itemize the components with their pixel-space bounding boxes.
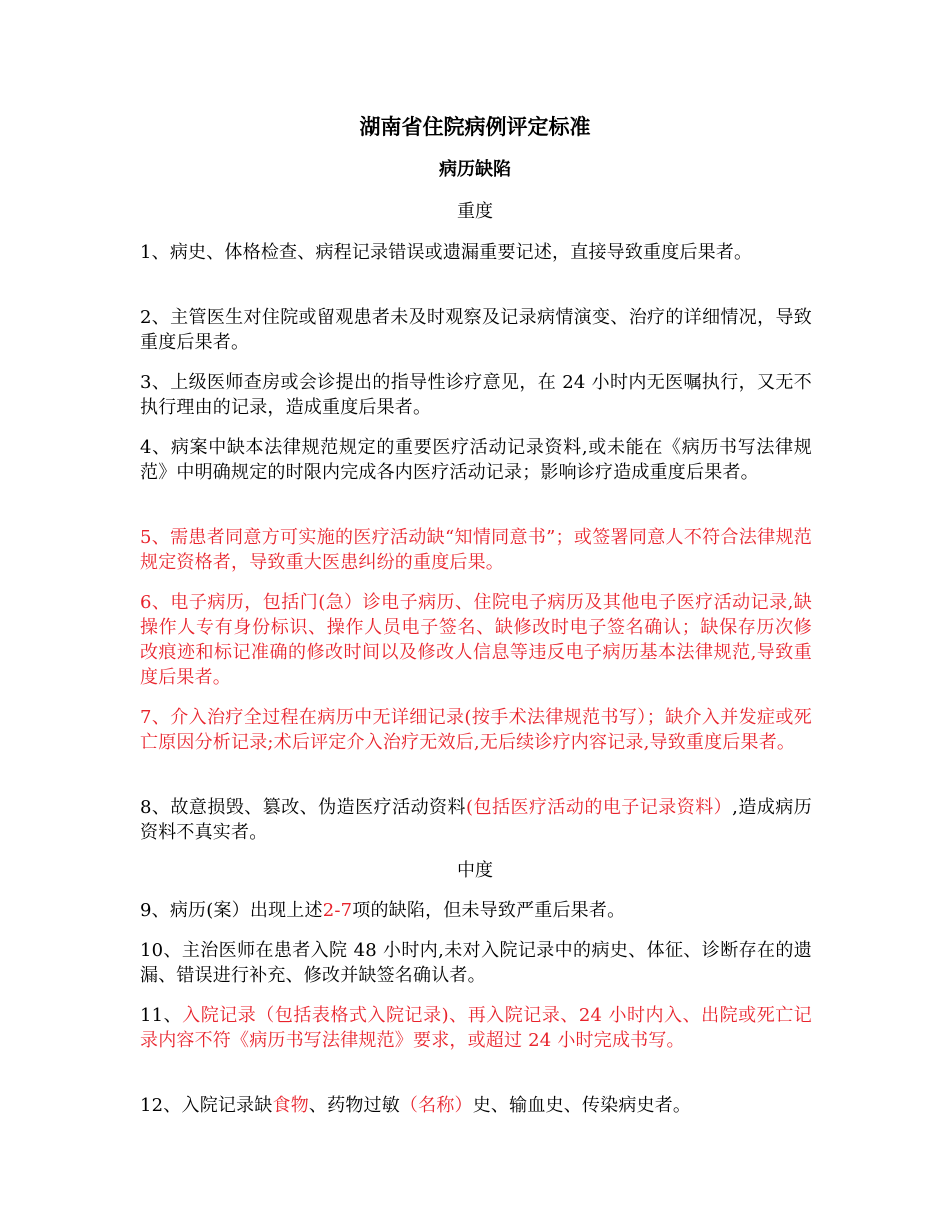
item-text: 项的缺陷，但未导致严重后果者。 [352,900,626,921]
list-item [140,1093,812,1118]
document-title: 湖南省住院病例评定标准 [359,115,591,139]
list-item: 4、病案中缺本法律规范规定的重要医疗活动记录资料,或未能在《病历书写法律规范》中明确规定的时限内完成各内医疗活动记录；影响诊疗造成重度后果者。 [140,437,812,483]
section-heading-severe: 重度 [457,201,493,222]
item-text: 、药物过敏 [308,1095,400,1116]
item-highlight: 2-7 [322,900,353,921]
item-highlight: (包括医疗活动的电子记录资料） [466,797,733,818]
document-subtitle: 病历缺陷 [439,159,511,180]
item-highlight: 入院记录（包括表格式入院记录)、再入院记录、24 小时内入、出院或死亡记录内容不符《病历书写法律规范》要求，或超过 24 小时完成书写。 [140,1005,812,1051]
item-text: 9、病历(案）出现上述 [140,900,323,921]
item-text: 8、故意损毁、篡改、伪造医疗活动资料 [140,797,466,818]
list-item [140,795,812,845]
list-item: 2、主管医生对住院或留观患者未及时观察及记录病情演变、治疗的详细情况，导致重度后果者。 [140,307,812,353]
list-item [140,898,812,923]
item-text: ,造成病历资料不真实者。 [140,797,812,843]
section-heading-moderate: 中度 [457,860,493,881]
list-item: 5、需患者同意方可实施的医疗活动缺“知情同意书”；或签署同意人不符合法律规范规定资格者，导致重大医患纠纷的重度后果。 [140,527,812,573]
list-item: 3、上级医师查房或会诊提出的指导性诊疗意见，在 24 小时内无医嘱执行，又无不执行理由的记录，造成重度后果者。 [140,372,812,418]
list-item: 6、电子病历，包括门(急）诊电子病历、住院电子病历及其他电子医疗活动记录,缺操作人专有身份标识、操作人员电子签名、缺修改时电子签名确认；缺保存历次修改痕迹和标记准确的修改时间以及修改人信息等违反电子病历基本法律规范,导致重度后果者。 [140,592,812,688]
item-text: 11、 [140,1005,183,1026]
item-highlight: 食物 [272,1095,309,1116]
list-item: 1、病史、体格检查、病程记录错误或遗漏重要记述，直接导致重度后果者。 [140,242,753,263]
item-text: 史、输血史、传染病史者。 [472,1095,692,1116]
item-text: 12、入院记录缺 [140,1095,273,1116]
list-item [140,1003,812,1053]
item-highlight: （名称） [399,1095,473,1116]
list-item: 10、主治医师在患者入院 48 小时内,未对入院记录中的病史、体征、诊断存在的遗漏、错误进行补充、修改并缺签名确认者。 [140,940,812,986]
list-item: 7、介入治疗全过程在病历中无详细记录(按手术法律规范书写）；缺介入并发症或死亡原因分析记录;术后评定介入治疗无效后,无后续诊疗内容记录,导致重度后果者。 [140,707,812,753]
